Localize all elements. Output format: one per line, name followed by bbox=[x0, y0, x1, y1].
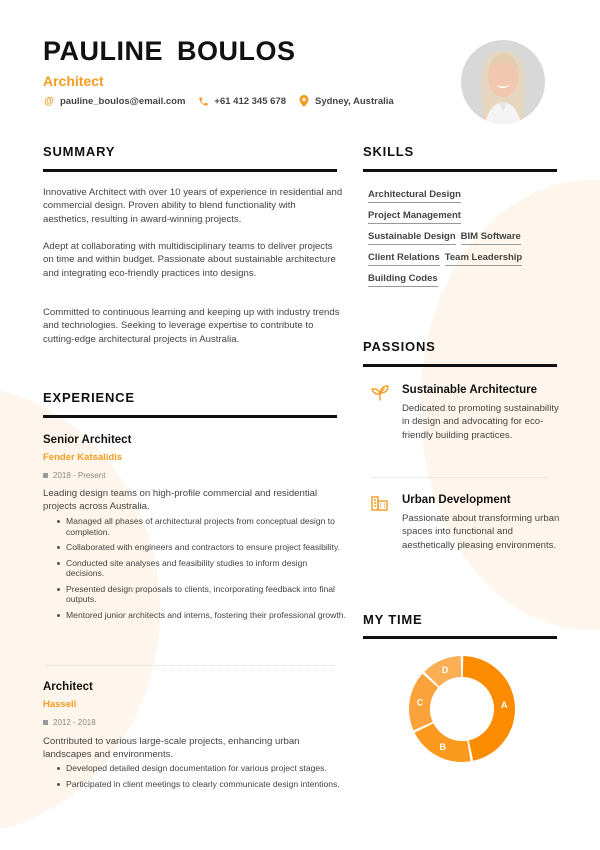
passion-separator bbox=[372, 477, 548, 478]
donut-label-a: A bbox=[501, 700, 508, 711]
donut-label-c: C bbox=[416, 697, 424, 708]
job-bullets bbox=[66, 516, 346, 625]
summary-heading: SUMMARY bbox=[43, 144, 116, 159]
job-bullet: Collaborated with engineers and contractors to ensure project feasibility. bbox=[66, 542, 346, 553]
job-bullets bbox=[66, 763, 346, 794]
location-text: Sydney, Australia bbox=[315, 95, 394, 107]
job-separator bbox=[46, 665, 336, 666]
skills-heading: SKILLS bbox=[363, 144, 415, 159]
job-bullet: Participated in client meetings to clearly communicate design intentions. bbox=[66, 779, 346, 790]
skill-tag: Team Leadership bbox=[445, 252, 522, 266]
donut-label-b: B bbox=[439, 741, 446, 752]
job-description: Leading design teams on high-profile commercial and residential projects across Australia. bbox=[43, 488, 318, 513]
contact-phone[interactable] bbox=[197, 95, 286, 107]
job-title: Senior Architect bbox=[43, 434, 132, 446]
summary-divider bbox=[43, 169, 337, 172]
job-bullet: Developed detailed design documentation for various project stages. bbox=[66, 763, 346, 774]
job-bullet: Mentored junior architects and interns, fostering their professional growth. bbox=[66, 609, 346, 620]
contact-email[interactable] bbox=[43, 95, 185, 107]
skill-tag: Project Management bbox=[368, 210, 461, 224]
skill-row bbox=[368, 210, 548, 224]
phone-text: +61 412 345 678 bbox=[214, 95, 286, 107]
profile-photo bbox=[461, 40, 545, 124]
job-dates-text: 2018 - Present bbox=[53, 471, 106, 480]
passion-description: Dedicated to promoting sustainability in design and advocating for eco-friendly building practices. bbox=[402, 403, 559, 441]
my-time-donut-chart bbox=[400, 652, 524, 768]
job-company: Fender Katsalidis bbox=[43, 452, 123, 463]
buildings-icon bbox=[370, 494, 390, 512]
skill-tag: Sustainable Design bbox=[368, 231, 456, 245]
job-dates bbox=[43, 718, 96, 727]
job-company: Hassell bbox=[43, 699, 77, 710]
skill-row bbox=[368, 231, 548, 245]
job-description: Contributed to various large-scale projects, enhancing urban landscapes and environments. bbox=[43, 736, 300, 761]
job-bullet: Managed all phases of architectural projects from conceptual design to completion. bbox=[66, 516, 346, 537]
skill-tag: Building Codes bbox=[368, 273, 438, 287]
skills-list bbox=[368, 189, 548, 294]
summary-paragraph: Committed to continuous learning and keeping up with industry trends and technologies. Seeking to leverage expertise to contribute to cutting-edge architectural projects in Australia. bbox=[43, 307, 340, 345]
skill-row bbox=[368, 273, 548, 287]
calendar-icon bbox=[43, 473, 48, 478]
job-bullet: Presented design proposals to clients, incorporating feedback into final outputs. bbox=[66, 584, 346, 605]
my-time-divider bbox=[363, 636, 557, 639]
experience-heading: EXPERIENCE bbox=[43, 390, 135, 405]
skill-row bbox=[368, 189, 548, 203]
at-icon: @ bbox=[44, 95, 54, 107]
leaf-icon bbox=[370, 384, 390, 402]
job-title: Architect bbox=[43, 681, 93, 693]
summary-paragraph: Adept at collaborating with multidisciplinary teams to deliver projects on time and within budget. Passionate about sustainable architecture and integrating eco-friendly practices into designs. bbox=[43, 241, 336, 279]
skill-tag: BIM Software bbox=[461, 231, 521, 245]
email-text: pauline_boulos@email.com bbox=[60, 95, 186, 107]
skill-tag: Architectural Design bbox=[368, 189, 461, 203]
passion-title: Sustainable Architecture bbox=[402, 384, 538, 396]
contact-location bbox=[298, 95, 394, 107]
location-pin-icon bbox=[298, 95, 310, 107]
donut-slice-c bbox=[409, 674, 438, 731]
summary-paragraph: Innovative Architect with over 10 years of experience in residential and commercial design. Proven ability to blend functionality with aesthetics, resulting in award-winning projects. bbox=[43, 187, 343, 225]
calendar-icon bbox=[43, 720, 48, 725]
contact-info bbox=[43, 95, 406, 107]
job-dates-text: 2012 - 2018 bbox=[53, 718, 96, 727]
passions-divider bbox=[363, 364, 557, 367]
job-dates bbox=[43, 471, 105, 480]
skill-tag: Client Relations bbox=[368, 252, 440, 266]
skills-divider bbox=[363, 169, 557, 172]
donut-label-d: D bbox=[441, 664, 449, 675]
my-time-heading: MY TIME bbox=[363, 612, 423, 627]
passion-title: Urban Development bbox=[402, 494, 511, 506]
job-bullet: Conducted site analyses and feasibility studies to inform design decisions. bbox=[66, 558, 346, 579]
passion-description: Passionate about transforming urban spaces into functional and aesthetically pleasing environments. bbox=[402, 513, 560, 551]
experience-divider bbox=[43, 415, 337, 418]
candidate-role: Architect bbox=[43, 73, 104, 89]
passions-heading: PASSIONS bbox=[363, 339, 436, 354]
phone-icon bbox=[197, 95, 209, 107]
candidate-name: PAULINE BOULOS bbox=[43, 36, 296, 66]
skill-row bbox=[368, 252, 548, 266]
